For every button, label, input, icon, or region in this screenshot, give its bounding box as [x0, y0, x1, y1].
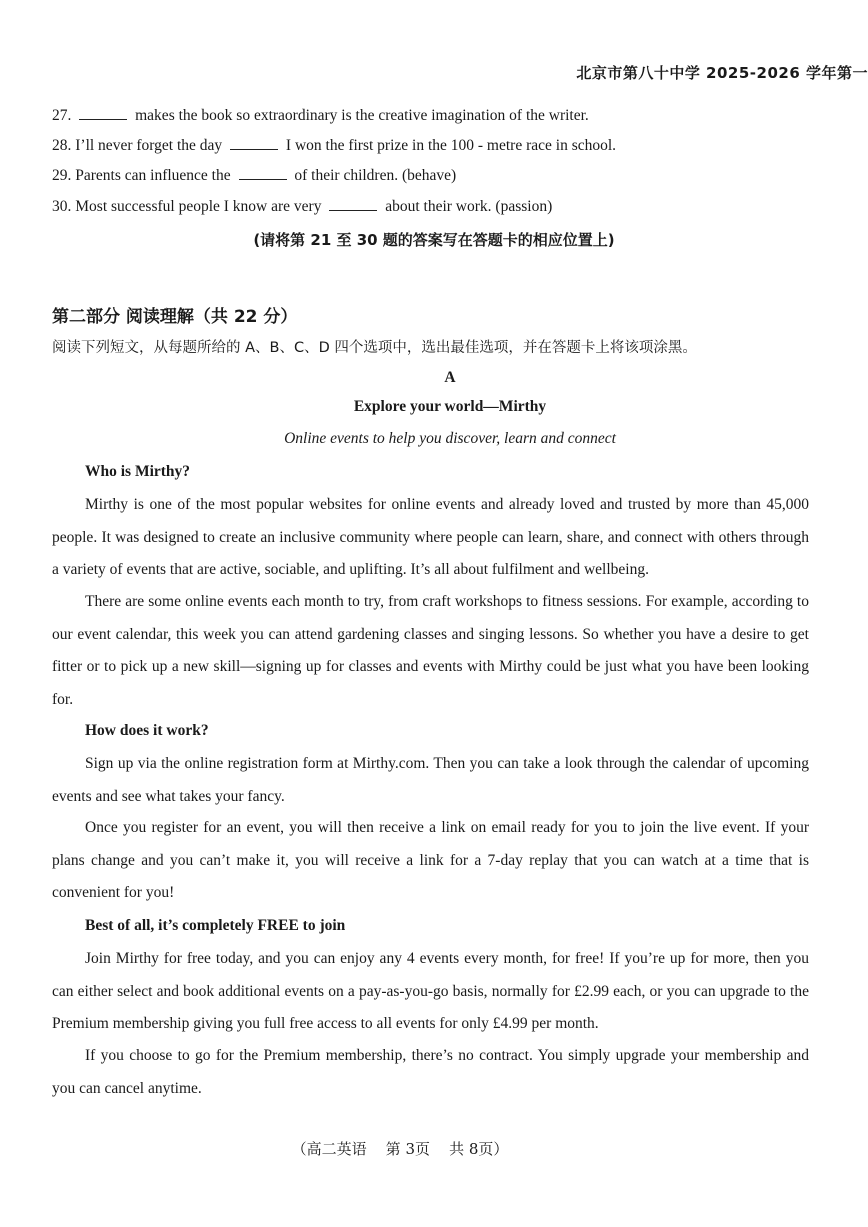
passage-letter: A [444, 369, 456, 386]
answer-blank [239, 178, 287, 180]
page-footer: （高二英语 第 3页 共 8页） [291, 1140, 509, 1158]
passage-subtitle: Online events to help you discover, learn and connect [284, 430, 616, 447]
paragraph-5: Join Mirthy for free today, and you can enjoy any 4 events every month, for free! If you’re up for more, then you can either select and book additional events on a pay-as-you-go basis, normally for £2.99 each, or you can upgrade to the Premium membership giving you full free access to all events for only £4.99 per month. [52, 950, 809, 1033]
question-number: 29. [52, 167, 72, 184]
answer-sheet-note: (请将第 21 至 30 题的答案写在答题卡的相应位置上) [253, 231, 615, 249]
question-number: 30. [52, 198, 72, 215]
paragraph-6: If you choose to go for the Premium membership, there’s no contract. You simply upgrade your membership and you can cancel anytime. [52, 1047, 809, 1097]
part-title: 第二部分 阅读理解（共 22 分） [52, 307, 298, 327]
section-heading-free: Best of all, it’s completely FREE to join [85, 917, 346, 934]
section-heading-who: Who is Mirthy? [85, 463, 191, 480]
school-header: 北京市第八十中学 2025-2026 学年第一 [576, 64, 868, 82]
question-30 [52, 198, 552, 216]
question-text-before: Most successful people I know are very [75, 198, 322, 215]
question-text-before: Parents can influence the [75, 167, 231, 184]
question-text-before: I’ll never forget the day [75, 137, 223, 154]
passage-title: Explore your world—Mirthy [353, 398, 547, 415]
paragraph-2: There are some online events each month to try, from craft workshops to fitness sessions. For example, according to our event calendar, this week you can attend gardening classes and singing lessons. So whether you have a desire to get fitter or to pick up a new skill—signing up for classes and events with Mirthy could be just what you have been looking for. [52, 593, 809, 708]
question-text-after: about their work. (passion) [385, 198, 553, 215]
question-text-after: I won the first prize in the 100 - metre race in school. [285, 137, 617, 154]
section-heading-how: How does it work? [85, 722, 209, 739]
paragraph-4: Once you register for an event, you will then receive a link on email ready for you to join the live event. If your plans change and you can’t make it, you will receive a link for a 7-day replay that you can watch at a time that is convenient for you! [52, 819, 809, 902]
question-29 [52, 167, 456, 185]
question-text-after: makes the book so extraordinary is the creative imagination of the writer. [135, 107, 589, 124]
question-number: 27. [52, 107, 72, 124]
paragraph-3: Sign up via the online registration form at Mirthy.com. Then you can take a look through the calendar of upcoming events and see what takes your fancy. [52, 755, 809, 805]
question-28 [52, 137, 616, 155]
answer-blank [230, 148, 278, 150]
part-instruction: 阅读下列短文，从每题所给的 A、B、C、D 四个选项中，选出最佳选项，并在答题卡上将该项涂黑。 [52, 340, 697, 356]
paragraph-1: Mirthy is one of the most popular websites for online events and already loved and trusted by more than 45,000 people. It was designed to create an inclusive community where people can learn, share, and connect with others through a variety of events that are active, sociable, and uplifting. It’s all about fulfilment and wellbeing. [52, 496, 809, 579]
question-text-after: of their children. (behave) [294, 167, 457, 184]
answer-blank [329, 209, 377, 211]
question-27 [52, 107, 589, 125]
answer-blank [79, 118, 127, 120]
question-number: 28. [52, 137, 72, 154]
